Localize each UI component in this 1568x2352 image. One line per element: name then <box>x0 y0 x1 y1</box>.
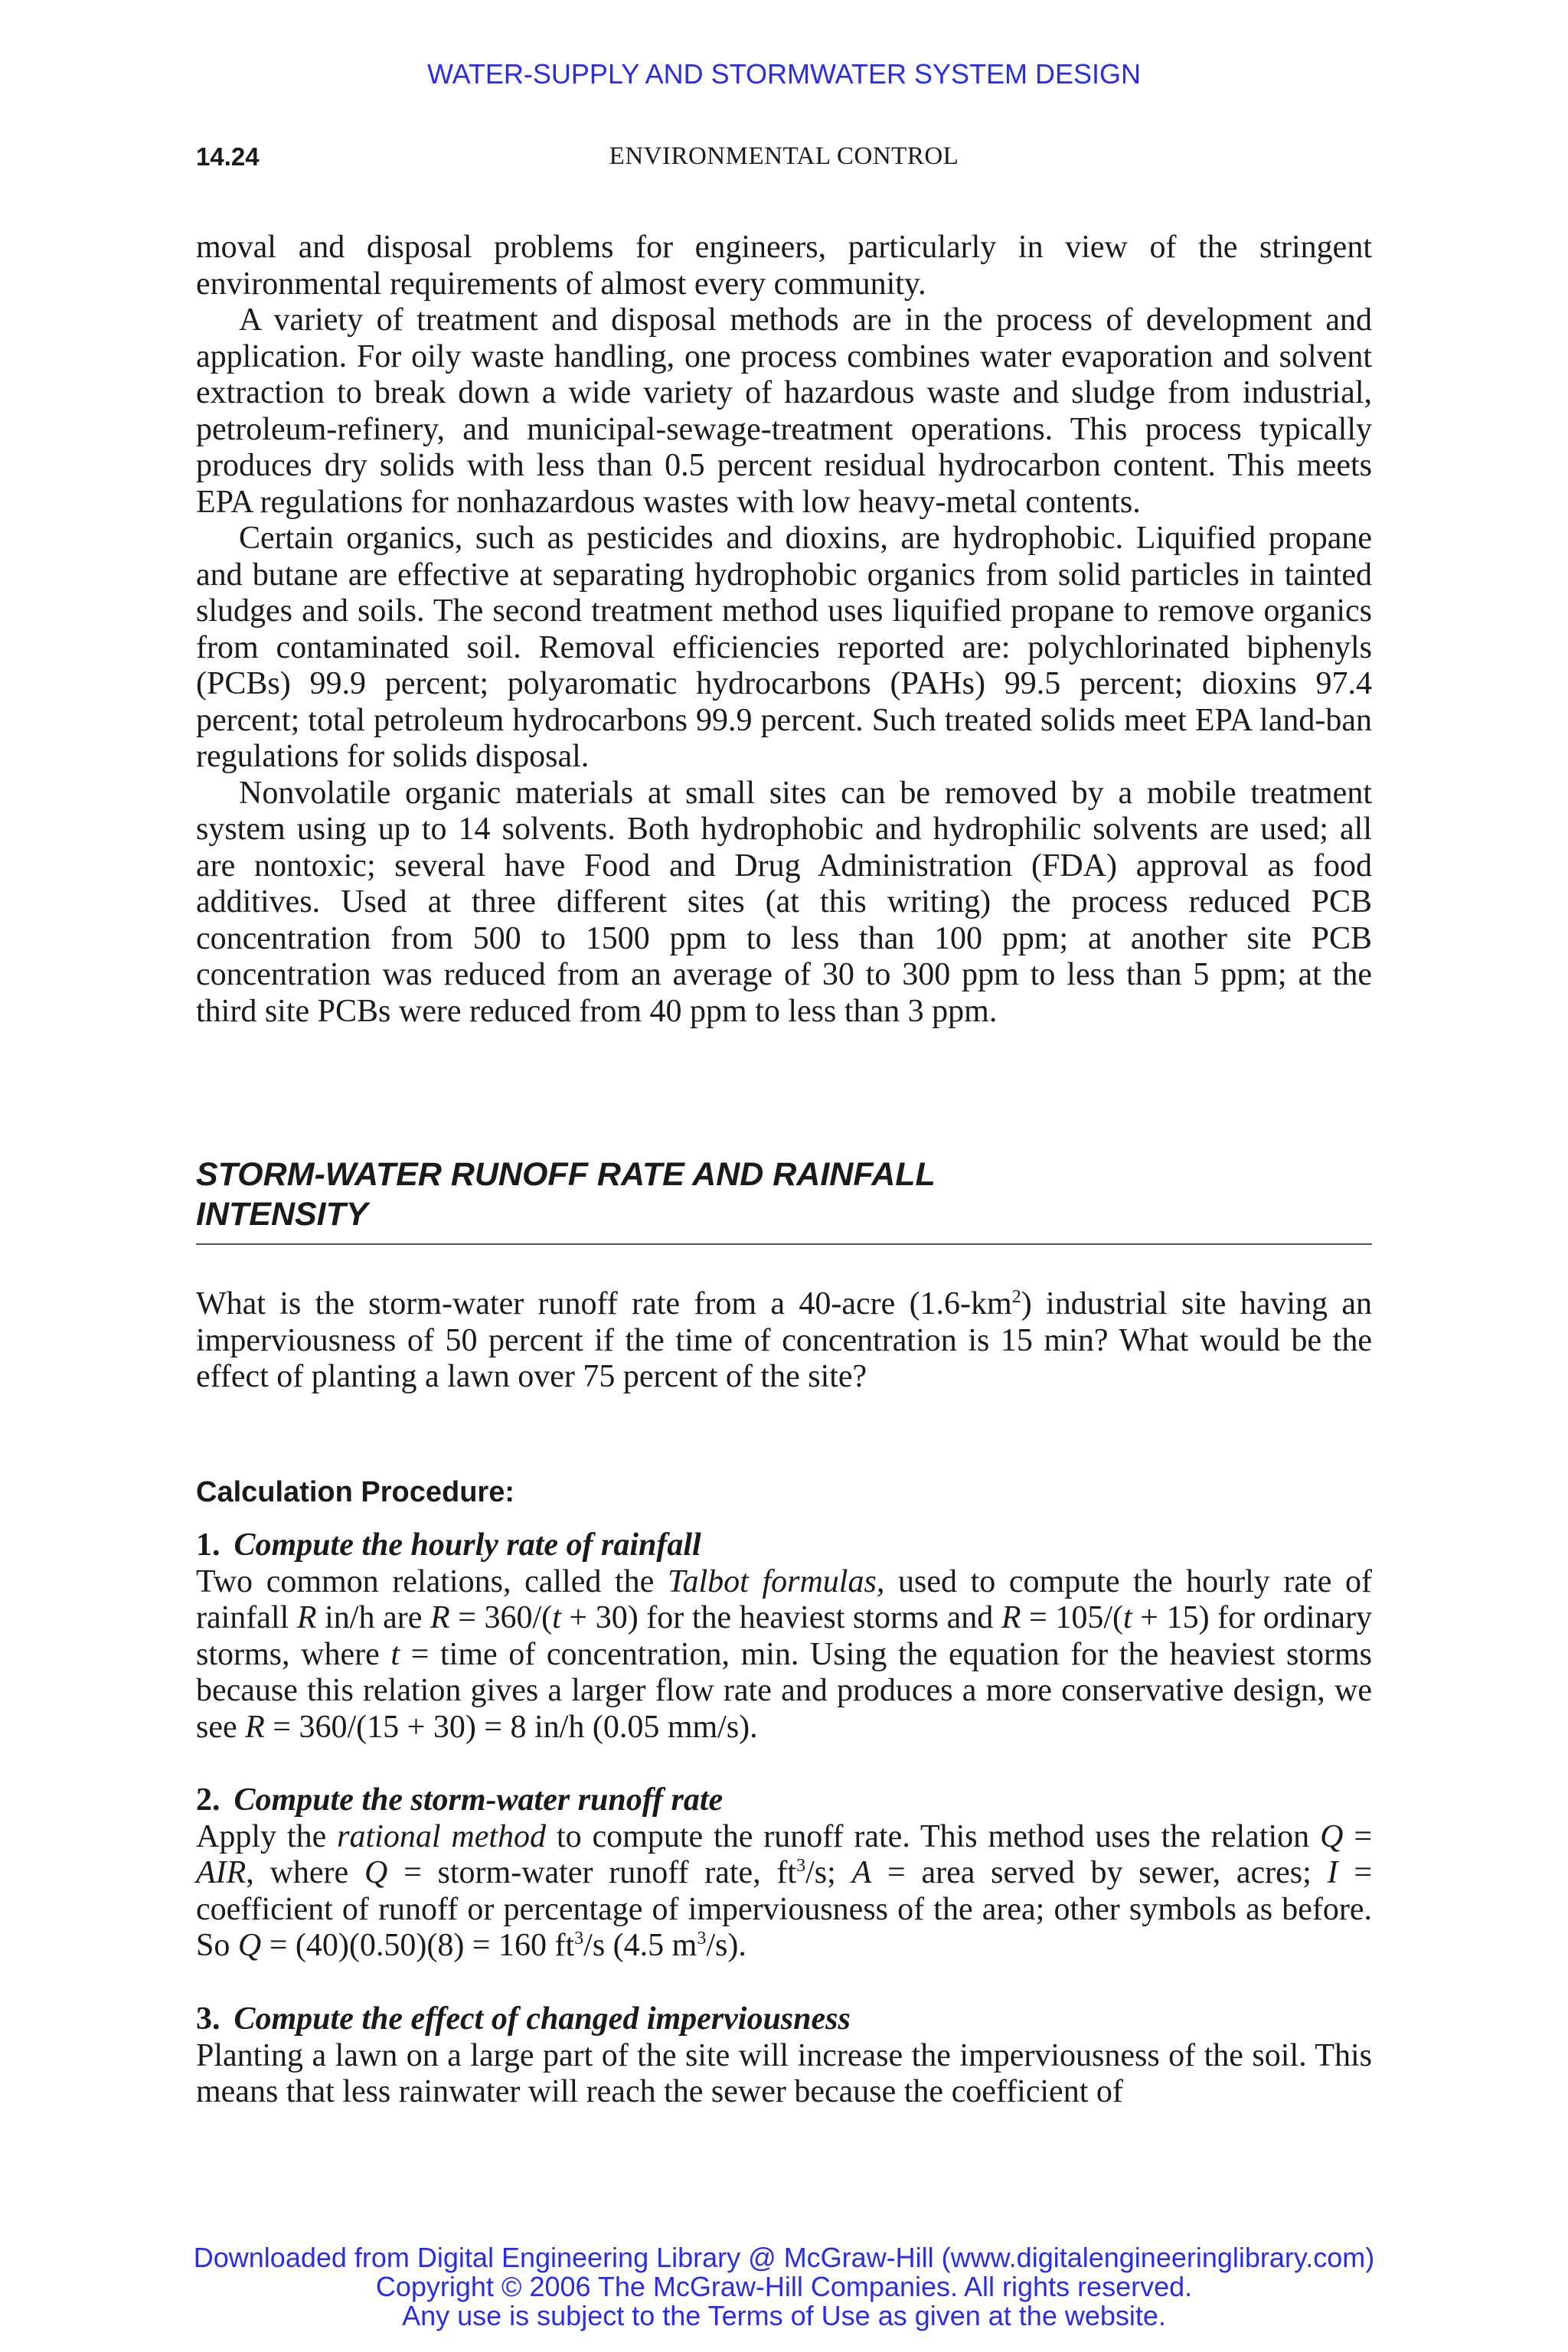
section-title-line: STORM-WATER RUNOFF RATE AND RAINFALL <box>196 1156 936 1193</box>
step-text: Apply the rational method to compute the runoff rate. This method uses the relation Q = AIR, where Q = storm-water runoff rate, $ft^3/s$; A = area served by sewer, acres; I = coefficient of runoff or percentage of imperviousness of the area; other symbols as before. So Q = (40)(0.50)(8) = 160 $ft^3/s$ (4.5 $m^3/s$). <box>196 1818 1373 1963</box>
step-heading: 2. Compute the storm-water runoff rate <box>196 1782 724 1818</box>
top-banner-title: WATER-SUPPLY AND STORMWATER SYSTEM DESIGN <box>426 58 1142 90</box>
section-title-line: INTENSITY <box>196 1196 368 1233</box>
step-2 <box>196 1782 1372 1965</box>
step-text: Planting a lawn on a large part of the site will increase the imperviousness of the soil. This means that less rainwater will reach the sewer because the coefficient of <box>196 2037 1372 2109</box>
calculation-procedure-heading: Calculation Procedure: <box>196 1476 514 1508</box>
paragraph: Certain organics, such as pesticides and dioxins, are hydrophobic. Liquified propane and butane are effective at separating hydrophobic organics from solid particles in tainted sludges and soils. The second treatment method uses liquified propane to remove organics from contaminated soil. Removal efficiencies reported are: polychlorinated biphenyls (PCBs) 99.9 percent; polyaromatic hydrocarbons (PAHs) 99.5 percent; dioxins 97.4 percent; total petroleum hydrocarbons 99.9 percent. Such treated solids meet EPA land-ban regulations for solids disposal. <box>196 521 1372 774</box>
title-divider <box>196 1243 1372 1245</box>
paragraph: moval and disposal problems for engineers, particularly in view of the stringent environmental requirements of almost every community. <box>196 230 1372 302</box>
problem-statement <box>196 1286 1372 1396</box>
body-text <box>196 230 1372 1030</box>
step-1 <box>196 1527 1372 1746</box>
step-text: Two common relations, called the Talbot formulas, used to compute the hourly rate of rainfall R in/h are R = 360/(t + 30) for the heaviest storms and R = 105/(t + 15) for ordinary storms, where t = time of concentration, min. Using the equation for the heaviest storms because this relation gives a larger flow rate and produces a more conservative design, we see R = 360/(15 + 30) = 8 in/h (0.05 mm/s). <box>196 1563 1373 1745</box>
step-3 <box>196 2001 1372 2111</box>
page-number: 14.24 <box>196 142 260 171</box>
paragraph: Nonvolatile organic materials at small sites can be removed by a mobile treatment system using up to 14 solvents. Both hydrophobic and hydrophilic solvents are used; all are nontoxic; several have Food and Drug Administration (FDA) approval as food additives. Used at three different sites (at this writing) the process reduced PCB concentration from 500 to 1500 ppm to less than 100 ppm; at another site PCB concentration was reduced from an average of 30 to 300 ppm to less than 5 ppm; at the third site PCBs were reduced from 40 ppm to less than 3 ppm. <box>196 775 1372 1029</box>
problem-text: What is the storm-water runoff rate from a 40-acre $(1.6-km^2)$ industrial site having an imperviousness of 50 percent if the time of concentration is 15 min? What would be the effect of planting a lawn over 75 percent of the site? <box>196 1286 1372 1394</box>
section-title <box>196 1155 1372 1234</box>
download-footer <box>0 2243 1568 2331</box>
footer-line: Any use is subject to the Terms of Use as given at the website. <box>402 2300 1166 2331</box>
step-heading: 3. Compute the effect of changed imperviousness <box>196 2001 851 2037</box>
footer-line: Downloaded from Digital Engineering Library @ McGraw-Hill (www.digitalengineeringlibrary.com) <box>193 2242 1375 2273</box>
footer-line: Copyright © 2006 The McGraw-Hill Companies. All rights reserved. <box>375 2271 1193 2302</box>
running-head: ENVIRONMENTAL CONTROL <box>609 142 959 170</box>
step-heading: 1. Compute the hourly rate of rainfall <box>196 1527 701 1563</box>
paragraph: A variety of treatment and disposal methods are in the process of development and application. For oily waste handling, one process combines water evaporation and solvent extraction to break down a wide variety of hazardous waste and sludge from industrial, petroleum-refinery, and municipal-sewage-treatment operations. This process typically produces dry solids with less than 0.5 percent residual hydrocarbon content. This meets EPA regulations for nonhazardous wastes with low heavy-metal contents. <box>196 302 1372 520</box>
